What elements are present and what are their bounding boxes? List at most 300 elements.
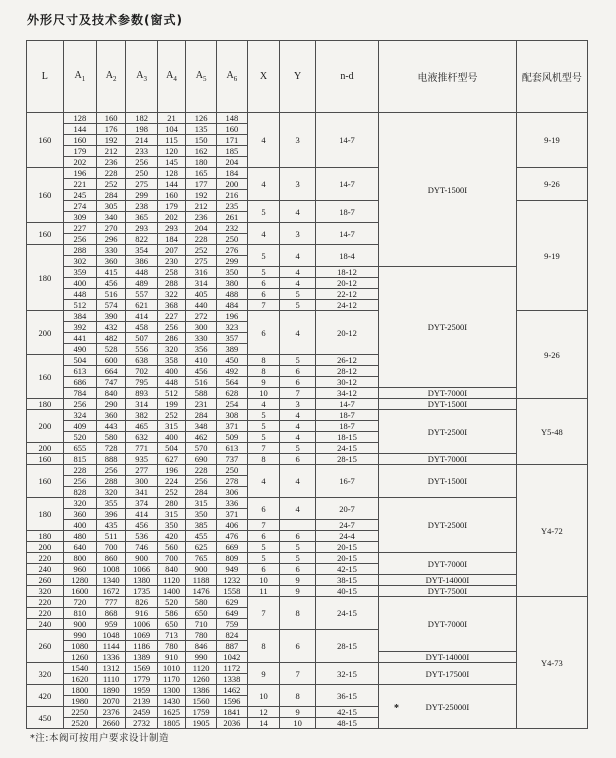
table-cell: Y5-48 <box>516 399 587 465</box>
table-cell: 42-15 <box>315 564 378 575</box>
table-cell: 5 <box>280 300 316 311</box>
table-cell: 5 <box>247 553 280 564</box>
table-cell: DYT-1500I <box>379 113 517 267</box>
table-cell: 1959 <box>126 685 158 696</box>
table-cell: 212 <box>186 201 217 212</box>
table-cell: 1980 <box>63 696 96 707</box>
table-cell: 214 <box>126 135 158 146</box>
table-cell: 6 <box>247 289 280 300</box>
table-cell: 1759 <box>186 707 217 718</box>
table-cell: 196 <box>63 168 96 179</box>
table-cell: 135 <box>186 124 217 135</box>
table-cell: 385 <box>186 520 217 531</box>
table-cell: 180 <box>27 531 64 542</box>
table-cell: 235 <box>217 201 247 212</box>
table-cell: 949 <box>217 564 247 575</box>
table-cell: 443 <box>96 421 125 432</box>
table-cell: 320 <box>157 344 185 355</box>
table-cell: 6 <box>280 366 316 377</box>
table-cell: 330 <box>186 333 217 344</box>
table-cell: 145 <box>157 157 185 168</box>
table-cell: 32-15 <box>315 663 378 685</box>
table-cell: 400 <box>63 520 96 531</box>
table-cell: 476 <box>217 531 247 542</box>
table-cell: 2376 <box>96 707 125 718</box>
table-cell: 4 <box>280 421 316 432</box>
table-cell: 458 <box>126 322 158 333</box>
table-cell: 574 <box>96 300 125 311</box>
table-cell: 765 <box>186 553 217 564</box>
table-cell: 104 <box>157 124 185 135</box>
column-header: L <box>27 41 64 113</box>
table-cell: 250 <box>217 465 247 476</box>
table-cell: 322 <box>157 289 185 300</box>
table-cell: 184 <box>217 168 247 179</box>
column-header: $A_2$ <box>96 41 125 113</box>
table-cell: 316 <box>186 267 217 278</box>
table-cell: Y4-72 <box>516 465 587 597</box>
table-cell: 512 <box>157 388 185 399</box>
table-cell: 504 <box>157 443 185 454</box>
table-cell: 910 <box>157 652 185 663</box>
table-cell: 180 <box>186 157 217 168</box>
table-cell: 314 <box>126 399 158 410</box>
table-cell: 409 <box>63 421 96 432</box>
table-cell: 560 <box>157 542 185 553</box>
table-cell: 368 <box>157 300 185 311</box>
table-cell: 148 <box>217 113 247 124</box>
table-cell: 1120 <box>186 663 217 674</box>
table-cell: 238 <box>126 201 158 212</box>
table-cell: 625 <box>186 542 217 553</box>
table-cell: 300 <box>186 322 217 333</box>
table-cell: DYT-25000I <box>379 685 517 729</box>
table-cell: 288 <box>96 476 125 487</box>
table-cell: DYT-7000I <box>379 454 517 465</box>
table-cell: 315 <box>157 509 185 520</box>
table-cell: 252 <box>96 179 125 190</box>
table-cell: 18-4 <box>315 245 378 267</box>
table-cell: 580 <box>186 597 217 608</box>
table-cell: 299 <box>217 256 247 267</box>
table-cell: 300 <box>126 476 158 487</box>
table-cell: DYT-14000I <box>379 652 517 663</box>
table-cell: 348 <box>186 421 217 432</box>
table-cell: 384 <box>63 311 96 322</box>
table-cell: 207 <box>157 245 185 256</box>
table-row <box>27 410 588 421</box>
table-cell: 728 <box>96 443 125 454</box>
table-cell: 511 <box>96 531 125 542</box>
table-cell: 299 <box>126 190 158 201</box>
table-cell: 256 <box>63 234 96 245</box>
table-cell: 1312 <box>96 663 125 674</box>
table-cell: 250 <box>217 234 247 245</box>
table-cell: 1400 <box>157 586 185 597</box>
table-cell: 180 <box>27 245 64 311</box>
table-cell: DYT-7000I <box>379 388 517 399</box>
table-cell: 252 <box>157 410 185 421</box>
table-cell: 8 <box>280 597 316 630</box>
table-cell: 320 <box>27 586 64 597</box>
table-cell: 702 <box>126 366 158 377</box>
table-cell: 360 <box>96 256 125 267</box>
table-cell: 4 <box>280 498 316 520</box>
table-cell: 315 <box>157 421 185 432</box>
table-cell: DYT-2500I <box>379 498 517 553</box>
table-cell: 780 <box>157 641 185 652</box>
table-cell: 5 <box>247 410 280 421</box>
table-cell: 40-15 <box>315 586 378 597</box>
table-cell: 171 <box>217 135 247 146</box>
table-cell: 341 <box>126 487 158 498</box>
table-cell: 160 <box>27 223 64 245</box>
table-cell: 400 <box>63 278 96 289</box>
table-cell: 177 <box>186 179 217 190</box>
table-cell: 488 <box>217 289 247 300</box>
table-cell: 686 <box>63 377 96 388</box>
table-cell: 8 <box>247 366 280 377</box>
table-cell: 1300 <box>157 685 185 696</box>
table-cell: 435 <box>96 520 125 531</box>
table-cell: 200 <box>27 311 64 355</box>
table-cell: 4 <box>247 465 280 498</box>
table-cell: 240 <box>27 564 64 575</box>
table-cell: 354 <box>126 245 158 256</box>
table-cell: 4 <box>280 311 316 355</box>
table-cell: 288 <box>157 278 185 289</box>
table-cell: 396 <box>96 509 125 520</box>
table-cell: 4 <box>247 168 280 201</box>
table-cell: 314 <box>186 278 217 289</box>
table-cell: 227 <box>63 223 96 234</box>
table-cell: 528 <box>96 344 125 355</box>
table-cell <box>280 520 316 531</box>
table-cell: 737 <box>217 454 247 465</box>
table-cell: 4 <box>247 113 280 168</box>
table-cell: 1172 <box>217 663 247 674</box>
table-cell: 390 <box>96 311 125 322</box>
table-cell: 516 <box>186 377 217 388</box>
table-cell: 564 <box>217 377 247 388</box>
header-row <box>27 41 588 113</box>
table-cell: 28-12 <box>315 366 378 377</box>
table-cell: 759 <box>217 619 247 630</box>
table-cell: 224 <box>157 476 185 487</box>
table-cell: 1066 <box>126 564 158 575</box>
table-cell: 840 <box>96 388 125 399</box>
table-cell: 275 <box>126 179 158 190</box>
table-cell: 30-12 <box>315 377 378 388</box>
table-row <box>27 399 588 410</box>
table-cell: 489 <box>126 278 158 289</box>
table-cell: 284 <box>186 487 217 498</box>
table-cell: 252 <box>186 245 217 256</box>
table-cell: 900 <box>63 619 96 630</box>
table-cell: 228 <box>186 234 217 245</box>
table-cell: 1008 <box>96 564 125 575</box>
table-cell: 276 <box>217 245 247 256</box>
table-cell: 1476 <box>186 586 217 597</box>
table-cell: 336 <box>217 498 247 509</box>
table-cell: 261 <box>217 212 247 223</box>
table-cell: 795 <box>126 377 158 388</box>
table-cell: 6 <box>247 564 280 575</box>
table-cell: 357 <box>217 333 247 344</box>
table-cell: 365 <box>126 212 158 223</box>
table-cell: 250 <box>126 168 158 179</box>
table-cell: 24-12 <box>315 300 378 311</box>
table-cell: 700 <box>96 542 125 553</box>
table-cell: 34-12 <box>315 388 378 399</box>
table-cell: 179 <box>157 201 185 212</box>
table-cell: 254 <box>217 399 247 410</box>
table-cell: 840 <box>157 564 185 575</box>
table-cell: 3 <box>280 168 316 201</box>
table-cell: 240 <box>27 619 64 630</box>
table-cell: 1560 <box>186 696 217 707</box>
table-cell: 2732 <box>126 718 158 729</box>
table-cell: 1462 <box>217 685 247 696</box>
table-cell: 6 <box>280 377 316 388</box>
column-header: Y <box>280 41 316 113</box>
table-cell: 410 <box>186 355 217 366</box>
table-cell: 4 <box>280 201 316 223</box>
table-cell: 5 <box>280 553 316 564</box>
table-cell: 260 <box>27 630 64 663</box>
table-cell: 6 <box>247 311 280 355</box>
table-cell: 8 <box>247 630 280 663</box>
table-cell: 160 <box>217 124 247 135</box>
table-cell: 350 <box>217 267 247 278</box>
table-cell: 516 <box>96 289 125 300</box>
table-cell: 415 <box>96 267 125 278</box>
table-cell: 315 <box>186 498 217 509</box>
table-cell: 128 <box>63 113 96 124</box>
table-cell: 350 <box>186 509 217 520</box>
table-cell: 371 <box>217 421 247 432</box>
table-cell: 448 <box>63 289 96 300</box>
table-cell: 556 <box>126 344 158 355</box>
table-cell: 7 <box>247 300 280 311</box>
table-cell: 9-19 <box>516 201 587 311</box>
table-cell: 810 <box>63 608 96 619</box>
table-cell: 24-4 <box>315 531 378 542</box>
table-cell: DYT-7500I <box>379 586 517 597</box>
table-cell: 359 <box>63 267 96 278</box>
table-cell: 1280 <box>63 575 96 586</box>
table-cell: 1735 <box>126 586 158 597</box>
table-cell: 38-15 <box>315 575 378 586</box>
table-cell: 2070 <box>96 696 125 707</box>
table-cell: 1144 <box>96 641 125 652</box>
table-cell: 324 <box>63 410 96 421</box>
table-cell: 274 <box>63 201 96 212</box>
table-cell: 160 <box>27 113 64 168</box>
table-cell: 440 <box>186 300 217 311</box>
table-cell: 5 <box>247 421 280 432</box>
table-cell: 18-7 <box>315 201 378 223</box>
table-cell: 14-7 <box>315 399 378 410</box>
table-cell: 9 <box>280 586 316 597</box>
table-cell: 8 <box>247 454 280 465</box>
column-header: 电液推杆型号 <box>379 41 517 113</box>
table-cell: 228 <box>186 465 217 476</box>
table-cell: 200 <box>27 443 64 454</box>
table-cell: 150 <box>186 135 217 146</box>
table-cell: 220 <box>27 553 64 564</box>
table-cell: 180 <box>27 498 64 531</box>
table-cell: 16-7 <box>315 465 378 498</box>
table-cell: 893 <box>126 388 158 399</box>
table-cell: 1380 <box>126 575 158 586</box>
table-cell: 1010 <box>157 663 185 674</box>
table-cell: 1340 <box>96 575 125 586</box>
table-cell: 868 <box>96 608 125 619</box>
table-cell: 8 <box>247 355 280 366</box>
table-cell: 392 <box>63 322 96 333</box>
table-cell: 5 <box>280 355 316 366</box>
table-row <box>27 575 588 586</box>
table-row <box>27 586 588 597</box>
table-cell: 14-7 <box>315 168 378 201</box>
table-cell: 350 <box>157 520 185 531</box>
table-cell: 557 <box>126 289 158 300</box>
table-cell: 5 <box>280 443 316 454</box>
table-cell: 309 <box>63 212 96 223</box>
table-body <box>27 113 588 729</box>
table-cell: 160 <box>63 135 96 146</box>
table-cell: 4 <box>280 432 316 443</box>
table-cell: 6 <box>247 278 280 289</box>
table-cell: 230 <box>157 256 185 267</box>
table-cell: 1260 <box>63 652 96 663</box>
table-cell: 405 <box>186 289 217 300</box>
table-cell: 1620 <box>63 674 96 685</box>
table-cell: 277 <box>126 465 158 476</box>
column-header: 配套风机型号 <box>516 41 587 113</box>
table-cell: 448 <box>126 267 158 278</box>
table-cell: 455 <box>186 531 217 542</box>
table-cell: 771 <box>126 443 158 454</box>
table-cell: 484 <box>217 300 247 311</box>
table-row <box>27 498 588 509</box>
column-header: $A_3$ <box>126 41 158 113</box>
table-cell: 420 <box>27 685 64 707</box>
table-cell: 160 <box>27 355 64 399</box>
table-cell: 14 <box>247 718 280 729</box>
table-cell: 200 <box>217 179 247 190</box>
table-cell: 199 <box>157 399 185 410</box>
table-cell: 6 <box>280 454 316 465</box>
table-cell: 1170 <box>157 674 185 685</box>
table-cell: 320 <box>96 487 125 498</box>
table-cell: 284 <box>186 410 217 421</box>
table-cell: 828 <box>63 487 96 498</box>
table-cell: 655 <box>63 443 96 454</box>
table-cell: 747 <box>96 377 125 388</box>
table-cell: 179 <box>63 146 96 157</box>
table-cell: 3 <box>280 399 316 410</box>
table-cell: 28-15 <box>315 454 378 465</box>
table-cell: 690 <box>186 454 217 465</box>
table-cell: 176 <box>96 124 125 135</box>
table-cell: 22-12 <box>315 289 378 300</box>
table-cell: 710 <box>186 619 217 630</box>
table-cell: 1540 <box>63 663 96 674</box>
table-cell: 293 <box>126 223 158 234</box>
table-cell: 1260 <box>186 674 217 685</box>
table-cell: 400 <box>157 366 185 377</box>
table-cell: 4 <box>280 245 316 267</box>
table-cell: 228 <box>63 465 96 476</box>
table-cell: 400 <box>157 432 185 443</box>
table-cell: 570 <box>186 443 217 454</box>
table-cell: 184 <box>157 234 185 245</box>
table-cell: 1625 <box>157 707 185 718</box>
table-cell: 1386 <box>186 685 217 696</box>
table-cell: 4 <box>247 399 280 410</box>
footnote-marker: * <box>394 703 399 714</box>
table-cell: 160 <box>157 190 185 201</box>
table-row <box>27 553 588 564</box>
table-cell: 2459 <box>126 707 158 718</box>
table-cell: 20-15 <box>315 553 378 564</box>
table-cell: 4 <box>247 223 280 245</box>
table-cell: 960 <box>63 564 96 575</box>
table-cell: 1338 <box>217 674 247 685</box>
table-cell: 306 <box>217 487 247 498</box>
table-cell: 14-7 <box>315 223 378 245</box>
table-cell: 1042 <box>217 652 247 663</box>
table-cell: DYT-1500I <box>379 399 517 410</box>
table-row <box>27 465 588 476</box>
table-cell: 1006 <box>126 619 158 630</box>
table-cell: 9-26 <box>516 168 587 201</box>
table-cell: 202 <box>63 157 96 168</box>
table-cell: 784 <box>63 388 96 399</box>
column-header: $A_5$ <box>186 41 217 113</box>
table-cell: 144 <box>157 179 185 190</box>
table-cell: 14-7 <box>315 113 378 168</box>
table-cell: 2250 <box>63 707 96 718</box>
table-cell: 42-15 <box>315 707 378 718</box>
table-cell: 480 <box>63 531 96 542</box>
table-cell: 10 <box>247 575 280 586</box>
table-cell: 10 <box>247 388 280 399</box>
table-cell: 28-15 <box>315 630 378 663</box>
table-cell: 627 <box>157 454 185 465</box>
table-cell: 192 <box>96 135 125 146</box>
table-cell: 586 <box>157 608 185 619</box>
table-cell: 280 <box>157 498 185 509</box>
table-cell: 256 <box>63 399 96 410</box>
table-cell: 465 <box>126 421 158 432</box>
table-cell: 6 <box>247 498 280 520</box>
table-cell: 826 <box>126 597 158 608</box>
table-cell: 780 <box>186 630 217 641</box>
table-cell: 4 <box>280 278 316 289</box>
table-cell: 1336 <box>96 652 125 663</box>
table-cell: 746 <box>126 542 158 553</box>
table-cell: 9-19 <box>516 113 587 168</box>
table-cell: 1080 <box>63 641 96 652</box>
table-cell: 613 <box>217 443 247 454</box>
table-cell: 340 <box>96 212 125 223</box>
table-cell: 5 <box>247 432 280 443</box>
table-cell: 7 <box>280 663 316 685</box>
table-cell: 441 <box>63 333 96 344</box>
